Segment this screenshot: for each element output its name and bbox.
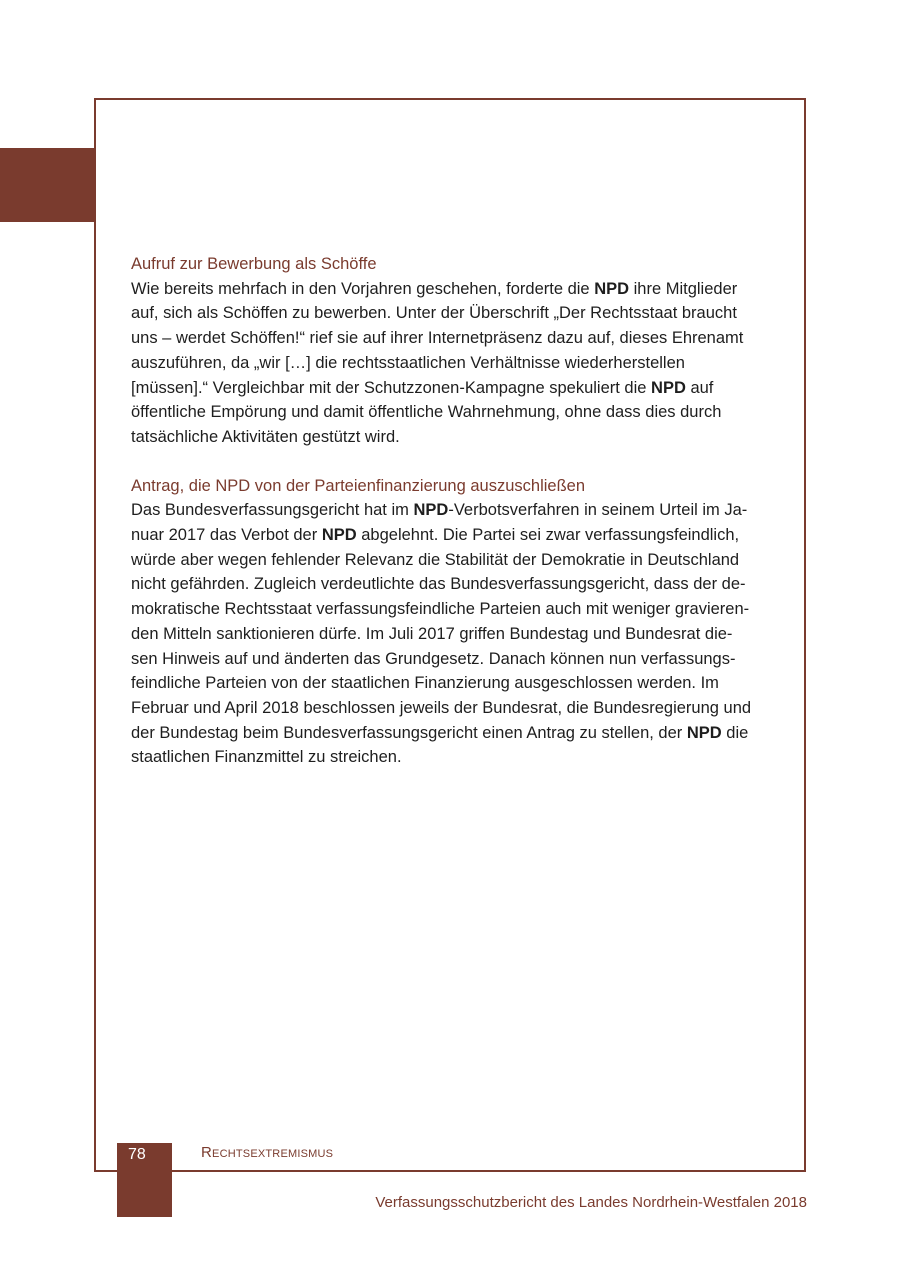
section-schoeffe bbox=[131, 252, 779, 450]
section-body bbox=[131, 498, 779, 770]
text-line: uns – werdet Schöffen!“ rief sie auf ihrer Internetpräsenz dazu auf, dieses Ehrenamt bbox=[131, 329, 744, 348]
text-line: nuar 2017 das Verbot der NPD abgelehnt. Die Partei sei zwar verfassungsfeindlich, bbox=[131, 526, 740, 545]
text-line: tatsächliche Aktivitäten gestützt wird. bbox=[131, 427, 400, 446]
text-line: feindliche Parteien von der staatlichen Finanzierung ausgeschlossen werden. Im bbox=[131, 674, 719, 693]
section-body bbox=[131, 277, 779, 450]
text-line: Februar und April 2018 beschlossen jeweils der Bundesrat, die Bundesregierung und bbox=[131, 698, 752, 717]
footer-report-title: Verfassungsschutzbericht des Landes Nordrhein-Westfalen 2018 bbox=[375, 1194, 807, 1211]
text-line: Wie bereits mehrfach in den Vorjahren geschehen, forderte die NPD ihre Mitglieder bbox=[131, 279, 738, 298]
text-line: nicht gefährden. Zugleich verdeutlichte das Bundesverfassungsgericht, dass der de- bbox=[131, 575, 746, 594]
text-line: mokratische Rechtsstaat verfassungsfeindliche Parteien auch mit weniger gravieren- bbox=[131, 600, 750, 619]
text-line: [müssen].“ Vergleichbar mit der Schutzzonen-Kampagne spekuliert die NPD auf bbox=[131, 378, 714, 397]
text-line: der Bundestag beim Bundesverfassungsgericht einen Antrag zu stellen, der NPD die bbox=[131, 723, 749, 742]
section-heading: Aufruf zur Bewerbung als Schöffe bbox=[131, 255, 377, 273]
text-line: staatlichen Finanzmittel zu streichen. bbox=[131, 748, 402, 767]
text-line: Das Bundesverfassungsgericht hat im NPD-Verbotsverfahren in seinem Urteil im Ja- bbox=[131, 501, 748, 520]
side-tab-marker bbox=[0, 148, 95, 222]
section-heading: Antrag, die NPD von der Parteienfinanzierung auszuschließen bbox=[131, 476, 586, 495]
section-parteienfinanzierung bbox=[131, 474, 779, 770]
text-line: auf, sich als Schöffen zu bewerben. Unter der Überschrift „Der Rechtsstaat braucht bbox=[131, 304, 737, 323]
page-number: 78 bbox=[128, 1146, 146, 1163]
text-line: öffentliche Empörung und damit öffentliche Wahrnehmung, ohne dass dies durch bbox=[131, 403, 722, 422]
text-line: auszuführen, da „wir […] die rechtsstaatlichen Verhältnisse wiederherstellen bbox=[131, 353, 685, 372]
chapter-title: Rechtsextremismus bbox=[201, 1144, 334, 1161]
text-line: sen Hinweis auf und änderten das Grundgesetz. Danach können nun verfassungs- bbox=[131, 649, 736, 668]
text-line: würde aber wegen fehlender Relevanz die Stabilität der Demokratie in Deutschland bbox=[131, 550, 740, 569]
main-content bbox=[131, 252, 779, 794]
page-number-box bbox=[117, 1143, 172, 1217]
text-line: den Mitteln sanktionieren dürfe. Im Juli 2017 griffen Bundestag und Bundesrat die- bbox=[131, 624, 733, 643]
